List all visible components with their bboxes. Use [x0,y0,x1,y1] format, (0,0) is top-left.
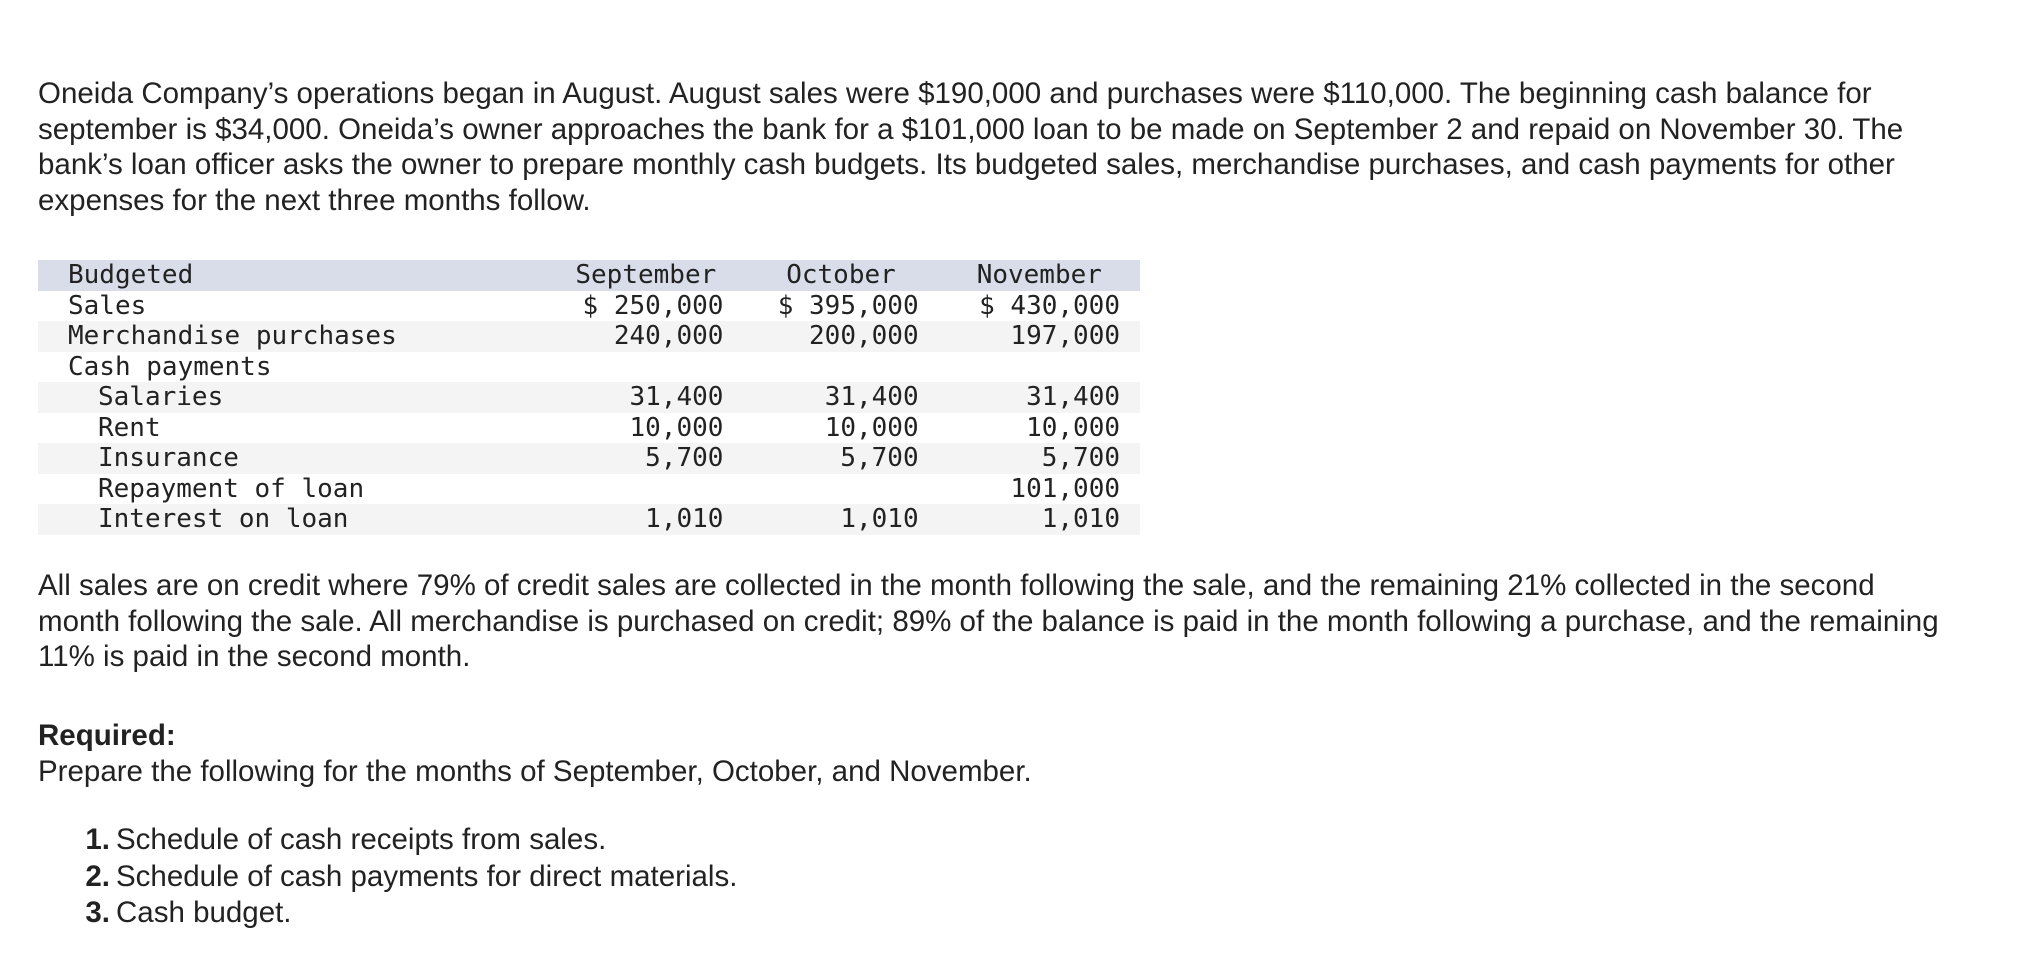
list-item [38,895,737,932]
table-row-merchandise-purchases [38,321,1140,352]
table-header-row [38,260,1140,291]
cell-october [743,474,938,505]
row-label: Rent [98,412,161,443]
row-label: Cash payments [68,351,272,382]
table-row-salaries [38,382,1140,413]
task-number: 1. [85,823,110,856]
table-row-insurance [38,443,1140,474]
cell-november: 10,000 [1026,412,1120,443]
cell-september [548,352,743,383]
header-label: Budgeted [38,260,548,291]
list-item [38,859,737,896]
table-row-sales [38,291,1140,322]
task-text: Schedule of cash receipts from sales. [116,823,607,856]
row-label: Merchandise purchases [38,321,548,352]
cell-september: 240,000 [548,321,743,352]
row-label: Sales [68,290,147,321]
cell-september [548,474,743,505]
cell-october: $ 395,000 [777,290,919,321]
required-text: Prepare the following for the months of September, October, and November. [38,755,1032,788]
row-label: Repayment of loan [98,473,365,504]
header-november: November [939,260,1140,291]
budget-table [38,260,1140,535]
table-row-rent [38,413,1140,444]
cell-november: 1,010 [939,504,1140,535]
row-label: Interest on loan [38,504,548,535]
cell-october: 1,010 [743,504,938,535]
cell-november: 5,700 [939,443,1140,474]
task-number: 2. [85,859,110,893]
cell-september: 1,010 [548,504,743,535]
cell-october: 5,700 [743,443,938,474]
row-label: Insurance [38,443,548,474]
terms-paragraph: All sales are on credit where 79% of credit sales are collected in the month following the sale, and the remaining 21% collected in the second month following the sale. All merchandise is purchased on credit; 89% of the balance is paid in the month following a purchase, and the remaining 11% is paid in the second month. [38,569,1939,673]
table-row-interest-on-loan [38,504,1140,535]
cell-november: 101,000 [1010,473,1120,504]
list-item [38,822,737,859]
table-row-cash-payments [38,352,1140,383]
cell-october: 31,400 [743,382,938,413]
header-october: October [743,260,938,291]
cell-november [939,352,1140,383]
cell-september: 5,700 [548,443,743,474]
required-heading: Required: [38,719,176,752]
cell-september: 31,400 [548,382,743,413]
row-label: Salaries [38,382,548,413]
cell-october: 10,000 [824,412,919,443]
task-number: 3. [85,896,110,929]
task-text: Cash budget. [116,896,292,929]
header-september: September [548,260,743,291]
cell-september: 10,000 [629,412,724,443]
task-text: Schedule of cash payments for direct materials. [116,859,738,893]
cell-october [743,352,938,383]
cell-october: 200,000 [743,321,938,352]
required-task-list [38,822,737,932]
table-row-repayment-of-loan [38,474,1140,505]
cell-november: $ 430,000 [979,290,1120,321]
cell-september: $ 250,000 [582,290,724,321]
intro-paragraph: Oneida Company’s operations began in August. August sales were $190,000 and purchases were $110,000. The beginning cash balance for september is $34,000. Oneida’s owner approaches the bank for a $101,000 loan to be made on September 2 and repaid on November 30. The bank’s loan officer asks the owner to prepare monthly cash budgets. Its budgeted sales, merchandise purchases, and cash payments for other expenses for the next three months follow. [38,77,1904,217]
cell-november: 197,000 [939,321,1140,352]
cell-november: 31,400 [939,382,1140,413]
